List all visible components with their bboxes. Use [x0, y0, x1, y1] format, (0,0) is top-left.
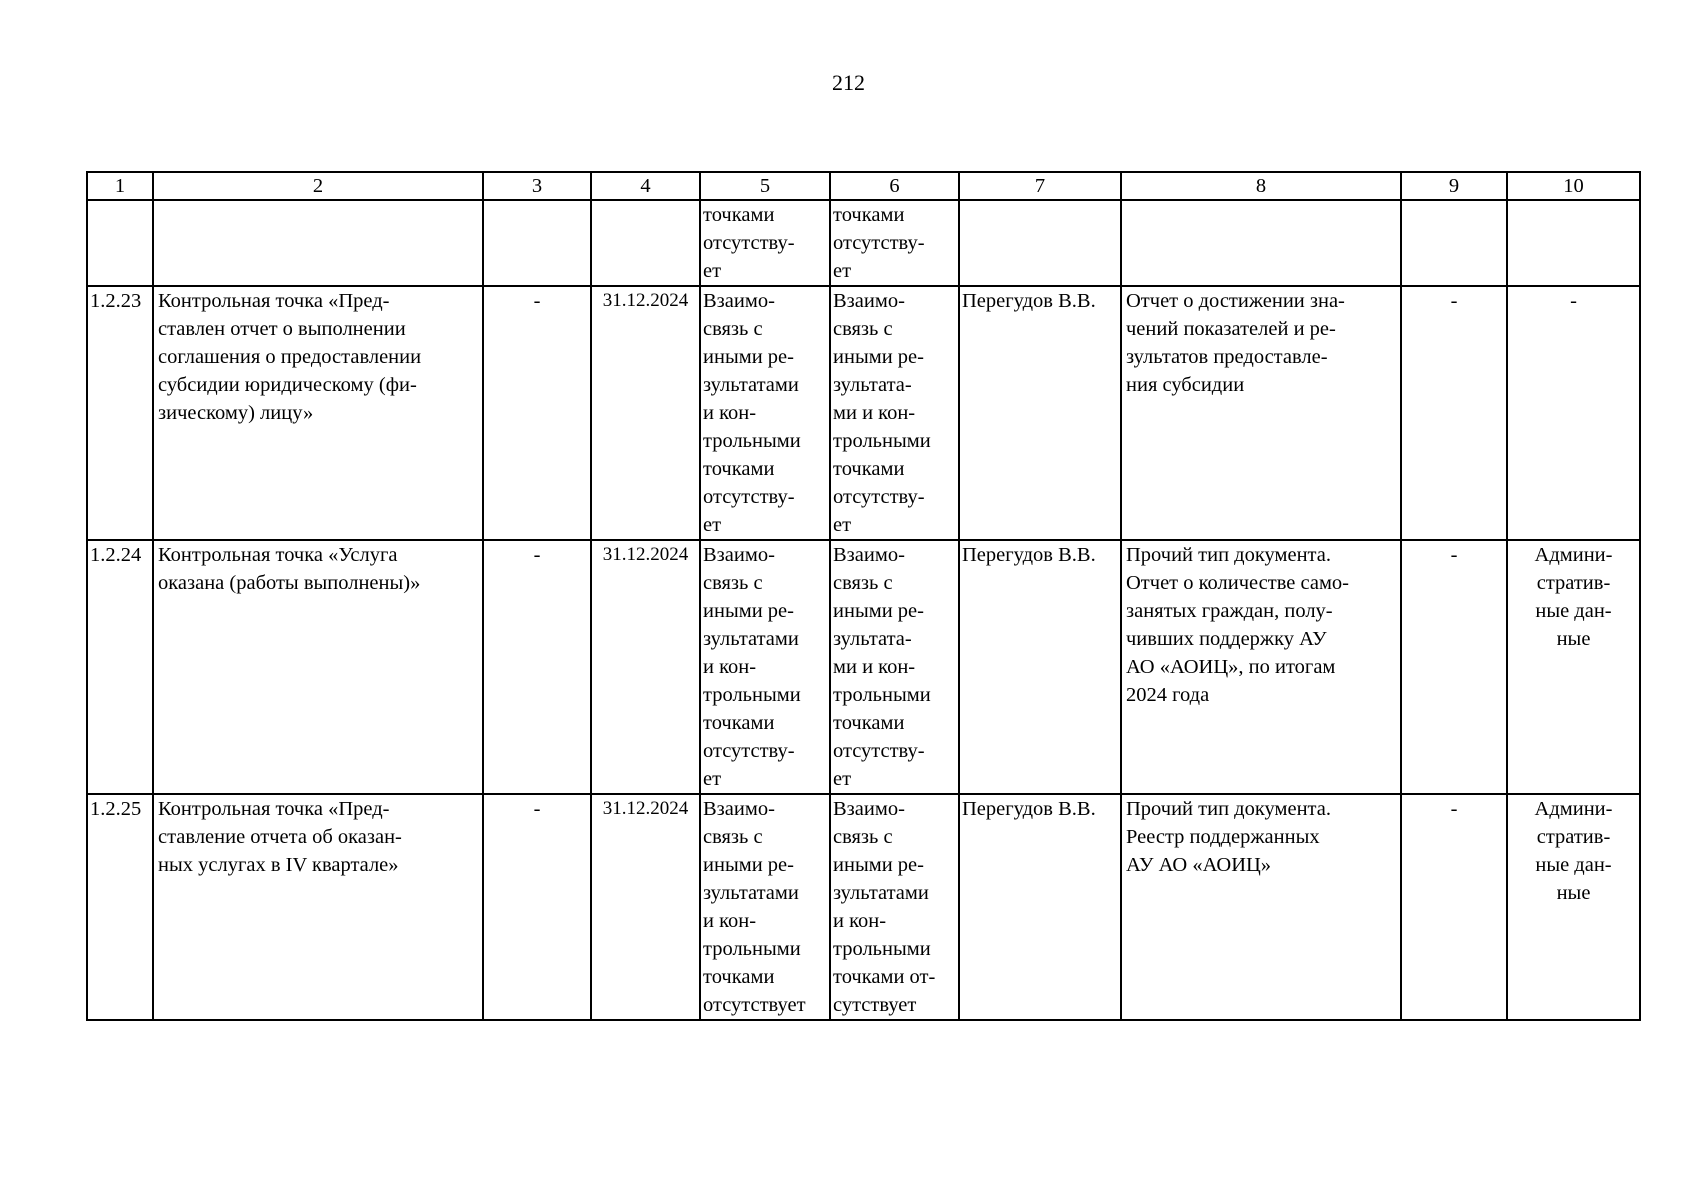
cell-col6: Взаимо- связь с иными ре- зультатами и кон- трольными точками от- сутствует: [830, 794, 959, 1020]
cell-col9: [1401, 200, 1507, 286]
cell-number: [87, 200, 153, 286]
table-row: [87, 794, 1640, 1020]
cell-name: Контрольная точка «Услуга оказана (работы выполнены)»: [153, 540, 483, 794]
cell-col10: -: [1507, 286, 1640, 540]
cell-date: 31.12.2024: [591, 540, 700, 794]
cell-document: Отчет о достижении зна- чений показателей и ре- зультатов предоставле- ния субсидии: [1121, 286, 1401, 540]
table-row: [87, 200, 1640, 286]
cell-col3: -: [483, 794, 591, 1020]
cell-col3: [483, 200, 591, 286]
cell-col5: точками отсутству- ет: [700, 200, 830, 286]
page-number: 212: [832, 70, 865, 95]
header-cell-1: 1: [87, 172, 153, 200]
cell-col10: Админи- стратив- ные дан- ные: [1507, 540, 1640, 794]
header-cell-4: 4: [591, 172, 700, 200]
cell-col5: Взаимо- связь с иными ре- зультатами и кон- трольными точками отсутствует: [700, 794, 830, 1020]
cell-responsible: Перегудов В.В.: [959, 540, 1121, 794]
cell-col5: Взаимо- связь с иными ре- зультатами и кон- трольными точками отсутству- ет: [700, 286, 830, 540]
cell-number: 1.2.25: [87, 794, 153, 1020]
cell-document: [1121, 200, 1401, 286]
cell-col10: [1507, 200, 1640, 286]
cell-name: [153, 200, 483, 286]
cell-responsible: [959, 200, 1121, 286]
header-cell-6: 6: [830, 172, 959, 200]
header-cell-8: 8: [1121, 172, 1401, 200]
control-points-table: [86, 171, 1641, 1021]
cell-col3: -: [483, 286, 591, 540]
table-row: [87, 286, 1640, 540]
header-row: [87, 172, 1640, 200]
header-cell-10: 10: [1507, 172, 1640, 200]
cell-date: [591, 200, 700, 286]
cell-col9: -: [1401, 794, 1507, 1020]
table-row: [87, 540, 1640, 794]
cell-number: 1.2.24: [87, 540, 153, 794]
cell-responsible: Перегудов В.В.: [959, 794, 1121, 1020]
cell-document: Прочий тип документа. Реестр поддержанных АУ АО «АОИЦ»: [1121, 794, 1401, 1020]
cell-date: 31.12.2024: [591, 794, 700, 1020]
cell-name: Контрольная точка «Пред- ставление отчета об оказан- ных услугах в IV квартале»: [153, 794, 483, 1020]
cell-col3: -: [483, 540, 591, 794]
header-cell-7: 7: [959, 172, 1121, 200]
cell-date: 31.12.2024: [591, 286, 700, 540]
cell-name: Контрольная точка «Пред- ставлен отчет о выполнении соглашения о предоставлении субсидии юридическому (фи- зическому) лицу»: [153, 286, 483, 540]
cell-col6: Взаимо- связь с иными ре- зультата- ми и кон- трольными точками отсутству- ет: [830, 286, 959, 540]
cell-col9: -: [1401, 286, 1507, 540]
cell-number: 1.2.23: [87, 286, 153, 540]
cell-col6: Взаимо- связь с иными ре- зультата- ми и кон- трольными точками отсутству- ет: [830, 540, 959, 794]
header-cell-9: 9: [1401, 172, 1507, 200]
cell-col9: -: [1401, 540, 1507, 794]
cell-col5: Взаимо- связь с иными ре- зультатами и кон- трольными точками отсутству- ет: [700, 540, 830, 794]
header-cell-5: 5: [700, 172, 830, 200]
header-cell-2: 2: [153, 172, 483, 200]
cell-document: Прочий тип документа. Отчет о количестве само- занятых граждан, полу- чивших поддержку АУ АО «АОИЦ», по итогам 2024 года: [1121, 540, 1401, 794]
cell-col10: Админи- стратив- ные дан- ные: [1507, 794, 1640, 1020]
cell-col6: точками отсутству- ет: [830, 200, 959, 286]
header-cell-3: 3: [483, 172, 591, 200]
cell-responsible: Перегудов В.В.: [959, 286, 1121, 540]
